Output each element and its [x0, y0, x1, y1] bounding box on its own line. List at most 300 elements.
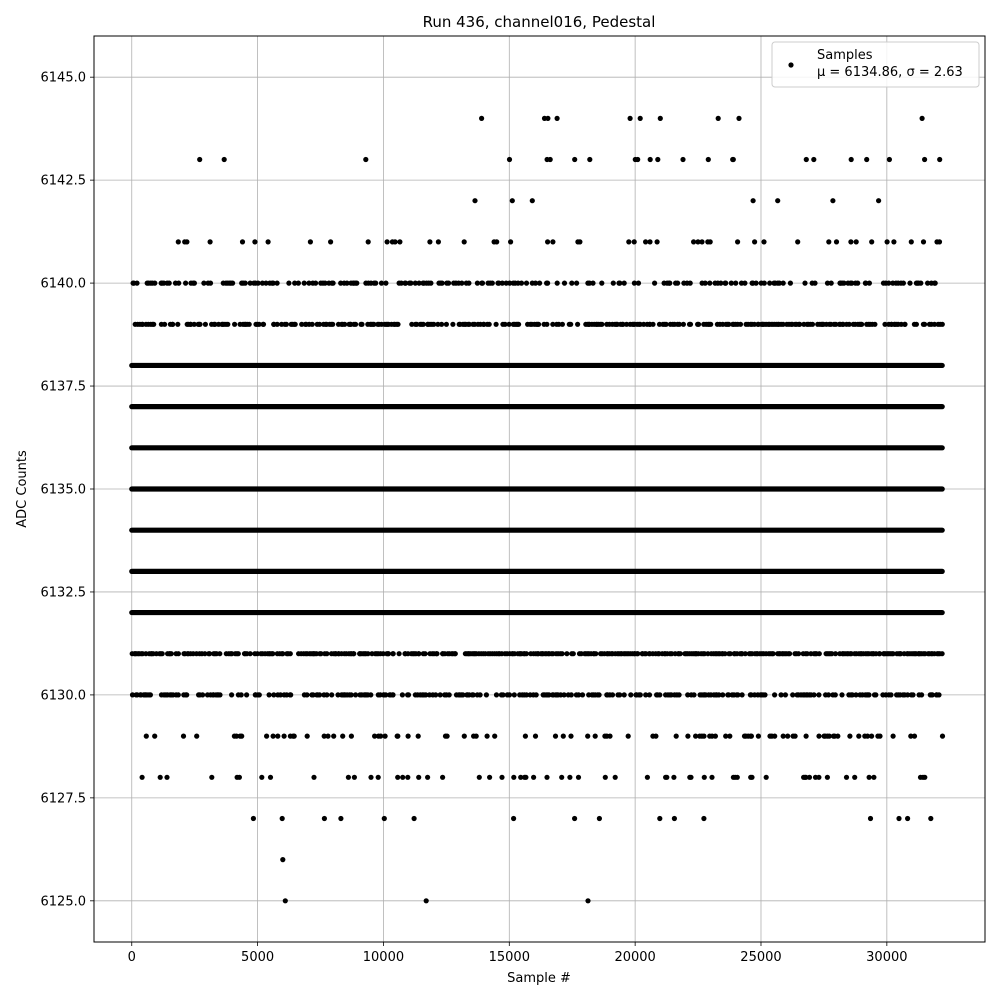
data-point: [937, 157, 942, 162]
data-point: [772, 692, 777, 697]
data-point: [395, 734, 400, 739]
data-point: [366, 239, 371, 244]
data-point: [416, 775, 421, 780]
data-point: [450, 322, 455, 327]
data-point: [524, 281, 529, 286]
data-point: [793, 734, 798, 739]
data-point: [555, 116, 560, 121]
data-point: [292, 734, 297, 739]
data-point: [176, 651, 181, 656]
data-point: [571, 651, 576, 656]
data-point: [484, 692, 489, 697]
data-point: [208, 239, 213, 244]
data-point: [940, 651, 945, 656]
data-point: [322, 816, 327, 821]
data-point: [447, 692, 452, 697]
data-point: [909, 239, 914, 244]
data-point: [296, 281, 301, 286]
data-point: [655, 239, 660, 244]
data-point: [176, 239, 181, 244]
data-point: [519, 281, 524, 286]
data-point: [393, 239, 398, 244]
data-point: [762, 281, 767, 286]
y-tick-label: 6135.0: [40, 482, 86, 498]
data-point: [674, 734, 679, 739]
data-point: [351, 651, 356, 656]
data-point: [293, 322, 298, 327]
data-point: [217, 651, 222, 656]
data-point: [727, 734, 732, 739]
data-point: [568, 322, 573, 327]
data-point: [151, 322, 156, 327]
data-point: [329, 692, 334, 697]
data-point: [251, 816, 256, 821]
data-point: [937, 239, 942, 244]
data-point: [310, 322, 315, 327]
data-point: [533, 734, 538, 739]
y-tick-label: 6127.5: [40, 791, 86, 807]
data-point: [208, 281, 213, 286]
data-point: [804, 734, 809, 739]
data-point: [585, 734, 590, 739]
data-point: [373, 281, 378, 286]
data-point: [217, 692, 222, 697]
data-point: [902, 322, 907, 327]
data-point: [560, 651, 565, 656]
data-point: [731, 157, 736, 162]
data-point: [585, 898, 590, 903]
data-point: [148, 692, 153, 697]
data-point: [812, 281, 817, 286]
data-point: [423, 651, 428, 656]
data-point: [359, 322, 364, 327]
data-point: [499, 775, 504, 780]
data-point: [305, 734, 310, 739]
data-point: [181, 734, 186, 739]
data-point: [891, 734, 896, 739]
data-point: [868, 816, 873, 821]
data-point: [652, 281, 657, 286]
data-point: [368, 692, 373, 697]
data-point: [487, 775, 492, 780]
data-point: [560, 322, 565, 327]
data-point: [395, 775, 400, 780]
data-point: [259, 775, 264, 780]
data-point: [936, 692, 941, 697]
data-point: [575, 322, 580, 327]
data-point: [325, 734, 330, 739]
data-point: [252, 239, 257, 244]
data-point: [628, 692, 633, 697]
data-point: [230, 281, 235, 286]
data-point: [854, 239, 859, 244]
y-tick-label: 6140.0: [40, 276, 86, 292]
data-point: [657, 692, 662, 697]
data-point: [833, 692, 838, 697]
data-point: [685, 734, 690, 739]
data-point: [771, 651, 776, 656]
data-point: [170, 322, 175, 327]
x-tick-label: 30000: [866, 950, 908, 965]
data-point: [271, 734, 276, 739]
chart-title: Run 436, channel016, Pedestal: [422, 13, 656, 31]
data-point: [647, 692, 652, 697]
data-point: [876, 198, 881, 203]
data-point: [203, 322, 208, 327]
data-point: [735, 775, 740, 780]
data-point: [680, 157, 685, 162]
data-point: [702, 775, 707, 780]
data-point: [225, 322, 230, 327]
data-point: [405, 775, 410, 780]
data-point: [236, 651, 241, 656]
data-point: [264, 734, 269, 739]
data-point: [597, 692, 602, 697]
data-point: [275, 734, 280, 739]
data-point: [282, 734, 287, 739]
data-point: [655, 157, 660, 162]
data-point: [194, 734, 199, 739]
data-point: [542, 116, 547, 121]
data-point: [811, 692, 816, 697]
data-point: [428, 281, 433, 286]
data-point: [459, 281, 464, 286]
y-axis-label: ADC Counts: [15, 450, 30, 528]
data-point: [703, 281, 708, 286]
data-point: [742, 281, 747, 286]
data-point: [286, 281, 291, 286]
data-point: [709, 775, 714, 780]
data-point: [781, 281, 786, 286]
data-point: [200, 692, 205, 697]
data-point: [288, 651, 293, 656]
data-point: [664, 775, 669, 780]
legend-marker: [788, 62, 793, 67]
data-point: [636, 281, 641, 286]
data-point: [240, 239, 245, 244]
data-point: [848, 239, 853, 244]
data-point: [397, 239, 402, 244]
data-point: [247, 322, 252, 327]
x-tick-label: 0: [127, 950, 136, 965]
data-point: [229, 692, 234, 697]
data-point: [544, 322, 549, 327]
data-point: [688, 281, 693, 286]
data-point: [222, 157, 227, 162]
data-point: [390, 692, 395, 697]
data-point: [530, 198, 535, 203]
data-point: [835, 734, 840, 739]
y-tick-label: 6137.5: [40, 379, 86, 395]
data-point: [914, 322, 919, 327]
data-point: [331, 734, 336, 739]
data-point: [569, 692, 574, 697]
data-point: [545, 281, 550, 286]
data-point: [597, 816, 602, 821]
data-point: [626, 734, 631, 739]
data-point: [313, 281, 318, 286]
data-point: [239, 734, 244, 739]
data-point: [688, 775, 693, 780]
data-point: [438, 692, 443, 697]
data-point: [564, 651, 569, 656]
data-point: [462, 734, 467, 739]
data-point: [574, 281, 579, 286]
data-point: [657, 816, 662, 821]
data-point: [754, 281, 759, 286]
data-point: [440, 281, 445, 286]
data-point: [810, 322, 815, 327]
data-point: [425, 775, 430, 780]
data-point: [920, 116, 925, 121]
data-point: [867, 281, 872, 286]
data-point: [492, 734, 497, 739]
data-point: [197, 157, 202, 162]
data-point: [267, 692, 272, 697]
data-point: [922, 157, 927, 162]
data-point: [781, 734, 786, 739]
x-tick-label: 15000: [488, 950, 530, 965]
data-point: [691, 692, 696, 697]
data-point: [919, 692, 924, 697]
data-point: [400, 775, 405, 780]
data-point: [675, 281, 680, 286]
data-point: [671, 775, 676, 780]
data-point: [510, 198, 515, 203]
data-point: [184, 239, 189, 244]
data-point: [713, 734, 718, 739]
data-point: [577, 239, 582, 244]
data-point: [474, 734, 479, 739]
data-point: [494, 322, 499, 327]
data-point: [610, 692, 615, 697]
data-point: [346, 775, 351, 780]
data-point: [940, 734, 945, 739]
data-point: [762, 692, 767, 697]
data-point: [167, 281, 172, 286]
data-point: [328, 239, 333, 244]
data-point: [638, 116, 643, 121]
x-tick-label: 10000: [362, 950, 405, 965]
data-point: [462, 239, 467, 244]
data-point: [688, 322, 693, 327]
data-point: [553, 734, 558, 739]
data-point: [478, 692, 483, 697]
data-point: [896, 816, 901, 821]
data-point: [232, 322, 237, 327]
data-point: [740, 692, 745, 697]
data-point: [479, 116, 484, 121]
data-point: [749, 775, 754, 780]
data-point: [783, 692, 788, 697]
data-point: [626, 239, 631, 244]
data-point: [593, 651, 598, 656]
data-point: [834, 239, 839, 244]
data-point: [523, 775, 528, 780]
data-point: [603, 775, 608, 780]
data-point: [434, 651, 439, 656]
data-point: [368, 775, 373, 780]
data-point: [561, 734, 566, 739]
y-tick-label: 6130.0: [40, 688, 86, 704]
data-point: [383, 281, 388, 286]
y-tick-label: 6142.5: [40, 173, 86, 189]
data-point: [817, 651, 822, 656]
data-point: [825, 775, 830, 780]
data-point: [485, 734, 490, 739]
data-point: [826, 239, 831, 244]
data-point: [508, 239, 513, 244]
data-point: [638, 692, 643, 697]
data-point: [406, 692, 411, 697]
data-point: [511, 775, 516, 780]
data-point: [699, 239, 704, 244]
data-point: [559, 775, 564, 780]
data-point: [257, 692, 262, 697]
data-point: [907, 281, 912, 286]
data-point: [864, 157, 869, 162]
data-point: [169, 651, 174, 656]
data-point: [507, 157, 512, 162]
data-point: [354, 281, 359, 286]
data-point: [852, 775, 857, 780]
data-point: [816, 775, 821, 780]
data-point: [795, 239, 800, 244]
data-point: [891, 239, 896, 244]
data-point: [587, 157, 592, 162]
legend: [772, 42, 979, 87]
data-point: [811, 157, 816, 162]
data-point: [807, 775, 812, 780]
data-point: [302, 281, 307, 286]
data-point: [720, 692, 725, 697]
data-point: [568, 734, 573, 739]
data-point: [311, 775, 316, 780]
data-point: [248, 651, 253, 656]
data-point: [677, 692, 682, 697]
data-point: [439, 322, 444, 327]
data-point: [723, 281, 728, 286]
data-point: [761, 239, 766, 244]
data-point: [545, 157, 550, 162]
data-point: [507, 692, 512, 697]
data-point: [901, 281, 906, 286]
data-point: [869, 239, 874, 244]
data-point: [816, 734, 821, 739]
data-point: [650, 322, 655, 327]
x-axis-label: Sample #: [507, 971, 571, 986]
data-point: [176, 692, 181, 697]
data-point: [383, 734, 388, 739]
data-point: [144, 734, 149, 739]
data-point: [873, 692, 878, 697]
data-point: [653, 734, 658, 739]
legend-stats: μ = 6134.86, σ = 2.63: [817, 65, 963, 80]
data-point: [607, 734, 612, 739]
data-point: [735, 239, 740, 244]
data-point: [400, 692, 405, 697]
data-point: [545, 239, 550, 244]
y-tick-label: 6145.0: [40, 70, 86, 86]
data-point: [270, 651, 275, 656]
data-point: [391, 651, 396, 656]
data-point: [268, 775, 273, 780]
data-point: [647, 239, 652, 244]
data-point: [353, 322, 358, 327]
data-point: [424, 898, 429, 903]
legend-series-name: Samples: [817, 48, 873, 63]
data-point: [877, 734, 882, 739]
data-point: [445, 734, 450, 739]
data-point: [816, 692, 821, 697]
data-point: [446, 281, 451, 286]
data-point: [550, 239, 555, 244]
data-point: [472, 198, 477, 203]
data-point: [844, 775, 849, 780]
data-point: [593, 734, 598, 739]
data-point: [804, 157, 809, 162]
data-point: [555, 281, 560, 286]
data-point: [888, 692, 893, 697]
data-point: [628, 116, 633, 121]
data-point: [910, 692, 915, 697]
data-point: [330, 322, 335, 327]
data-point: [887, 157, 892, 162]
data-point: [175, 322, 180, 327]
data-point: [280, 857, 285, 862]
data-point: [416, 734, 421, 739]
data-point: [738, 322, 743, 327]
data-point: [772, 734, 777, 739]
data-point: [736, 116, 741, 121]
data-point: [243, 281, 248, 286]
data-point: [856, 734, 861, 739]
data-point: [440, 775, 445, 780]
data-point: [567, 775, 572, 780]
data-point: [363, 157, 368, 162]
data-point: [839, 692, 844, 697]
data-point: [324, 651, 329, 656]
data-point: [785, 734, 790, 739]
data-point: [849, 157, 854, 162]
data-point: [696, 322, 701, 327]
data-point: [523, 734, 528, 739]
data-point: [751, 198, 756, 203]
data-point: [412, 816, 417, 821]
data-point: [867, 775, 872, 780]
data-point: [494, 692, 499, 697]
data-point: [395, 322, 400, 327]
data-point: [576, 775, 581, 780]
data-point: [209, 775, 214, 780]
data-point: [599, 281, 604, 286]
data-point: [160, 651, 165, 656]
data-point: [599, 322, 604, 327]
data-point: [158, 775, 163, 780]
data-point: [922, 322, 927, 327]
y-tick-label: 6125.0: [40, 894, 86, 910]
data-point: [397, 651, 402, 656]
data-point: [134, 281, 139, 286]
data-point: [433, 692, 438, 697]
data-point: [632, 239, 637, 244]
data-point: [490, 281, 495, 286]
data-point: [922, 775, 927, 780]
data-point: [764, 775, 769, 780]
data-point: [537, 281, 542, 286]
data-point: [477, 775, 482, 780]
data-point: [645, 775, 650, 780]
